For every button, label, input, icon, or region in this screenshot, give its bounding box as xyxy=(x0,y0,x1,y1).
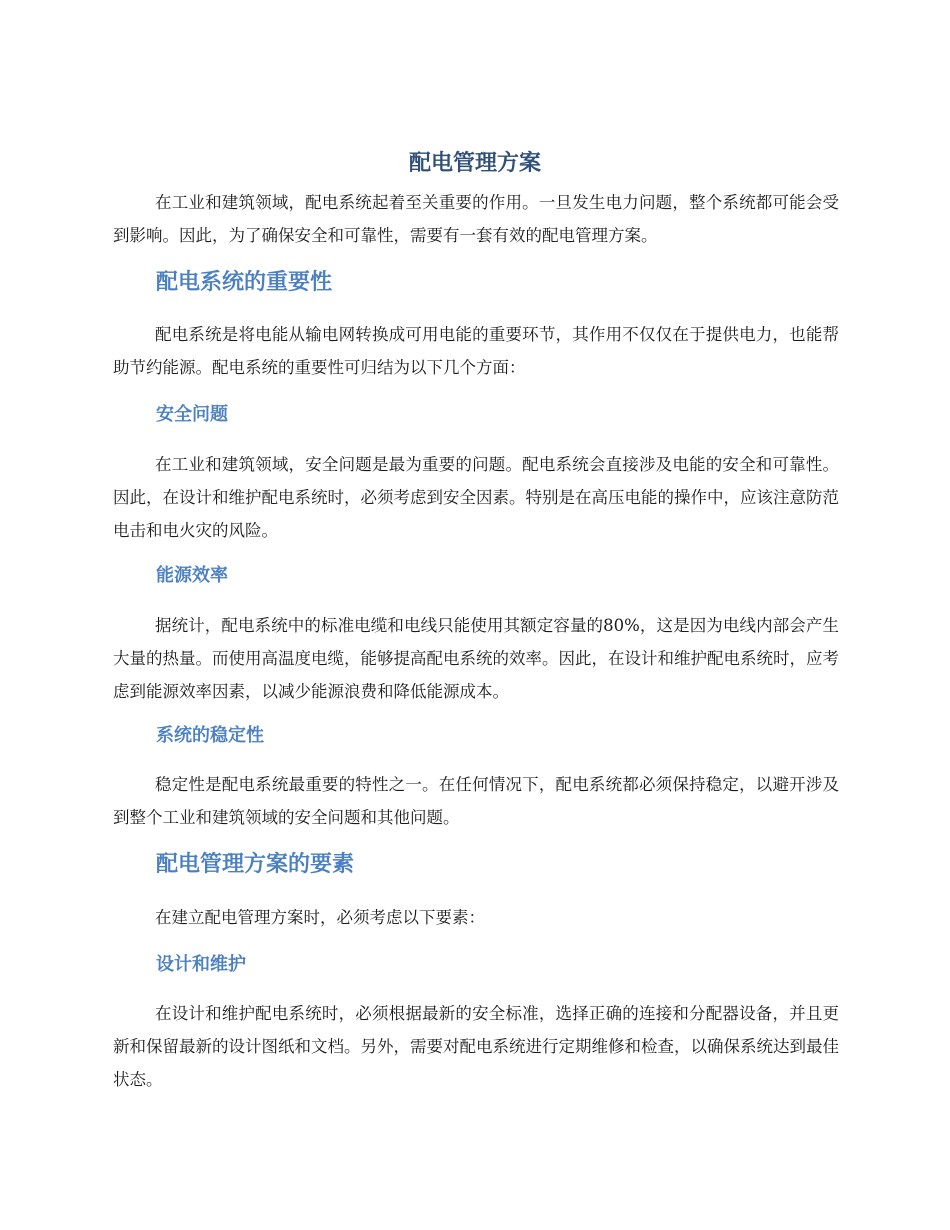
section-heading-elements: 配电管理方案的要素 xyxy=(156,852,355,877)
document-title: 配电管理方案 xyxy=(408,151,541,176)
subsection-heading-design: 设计和维护 xyxy=(156,954,246,975)
subsection-paragraph-stability: 稳定性是配电系统最重要的特性之一。在任何情况下，配电系统都必须保持稳定，以避开涉及到整个工业和建筑领域的安全问题和其他问题。 xyxy=(113,775,839,827)
subsection-paragraph-efficiency: 据统计，配电系统中的标准电缆和电线只能使用其额定容量的80%，这是因为电线内部会产生大量的热量。而使用高温度电缆，能够提高配电系统的效率。因此，在设计和维护配电系统时，应考虑到能源效率因素，以减少能源浪费和降低能源成本。 xyxy=(113,616,839,701)
subsection-heading-safety: 安全问题 xyxy=(156,404,228,425)
intro-paragraph: 在工业和建筑领域，配电系统起着至关重要的作用。一旦发生电力问题，整个系统都可能会受到影响。因此，为了确保安全和可靠性，需要有一套有效的配电管理方案。 xyxy=(113,193,839,245)
section-paragraph-elements: 在建立配电管理方案时，必须考虑以下要素： xyxy=(155,908,485,927)
section-paragraph-importance: 配电系统是将电能从输电网转换成可用电能的重要环节，其作用不仅仅在于提供电力，也能帮助节约能源。配电系统的重要性可归结为以下几个方面： xyxy=(113,325,839,377)
subsection-heading-stability: 系统的稳定性 xyxy=(156,725,264,746)
section-heading-importance: 配电系统的重要性 xyxy=(156,270,333,295)
subsection-paragraph-design: 在设计和维护配电系统时，必须根据最新的安全标准，选择正确的连接和分配器设备，并且更新和保留最新的设计图纸和文档。另外，需要对配电系统进行定期维修和检查，以确保系统达到最佳状态。 xyxy=(113,1004,839,1089)
subsection-paragraph-safety: 在工业和建筑领域，安全问题是最为重要的问题。配电系统会直接涉及电能的安全和可靠性。因此，在设计和维护配电系统时，必须考虑到安全因素。特别是在高压电能的操作中，应该注意防范电击和电火灾的风险。 xyxy=(113,455,839,540)
subsection-heading-efficiency: 能源效率 xyxy=(156,565,228,586)
